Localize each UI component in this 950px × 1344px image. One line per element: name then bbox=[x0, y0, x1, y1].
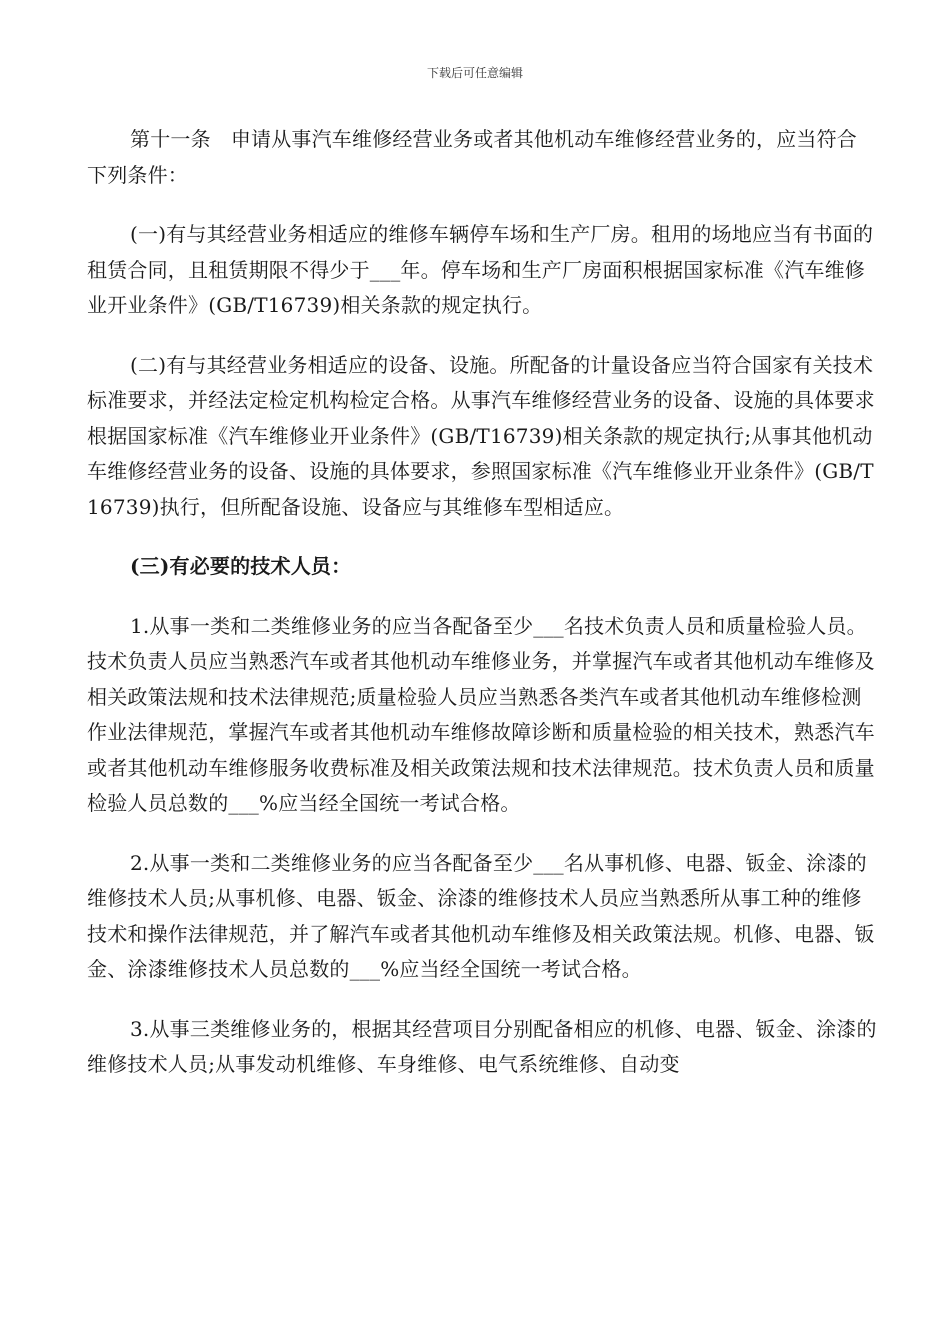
condition-2-paragraph: (二)有与其经营业务相适应的设备、设施。所配备的计量设备应当符合国家有关技术标准要求，并经法定检定机构检定合格。从事汽车维修经营业务的设备、设施的具体要求根据国家标准《汽车维修业开业条件》(GB/T16739)相关条款的规定执行;从事其他机动车维修经营业务的设备、设施的具体要求，参照国家标准《汽车维修业开业条件》(GB/T16739)执行，但所配备设施、设备应与其维修车型相适应。 bbox=[87, 352, 875, 519]
condition-3-item-3: 3.从事三类维修业务的，根据其经营项目分别配备相应的机修、电器、钣金、涂漆的维修技术人员;从事发动机维修、车身维修、电气系统维修、自动变 bbox=[87, 1016, 877, 1076]
condition-3-item-1: 1.从事一类和二类维修业务的应当各配备至少___名技术负责人员和质量检验人员。技术负责人员应当熟悉汽车或者其他机动车维修业务，并掌握汽车或者其他机动车维修及相关政策法规和技术法律规范;质量检验人员应当熟悉各类汽车或者其他机动车维修检测作业法律规范，掌握汽车或者其他机动车维修故障诊断和质量检验的相关技术，熟悉汽车或者其他机动车维修服务收费标准及相关政策法规和技术法律规范。技术负责人员和质量检验人员总数的___%应当经全国统一考试合格。 bbox=[87, 613, 875, 815]
document-body bbox=[87, 122, 877, 1107]
condition-1-paragraph: (一)有与其经营业务相适应的维修车辆停车场和生产厂房。租用的场地应当有书面的租赁合同，且租赁期限不得少于___年。停车场和生产厂房面积根据国家标准《汽车维修业开业条件》(GB/T16739)相关条款的规定执行。 bbox=[87, 222, 874, 317]
condition-3-item-2: 2.从事一类和二类维修业务的应当各配备至少___名从事机修、电器、钣金、涂漆的维修技术人员;从事机修、电器、钣金、涂漆的维修技术人员应当熟悉所从事工种的维修技术和操作法律规范，并了解汽车或者其他机动车维修及相关政策法规。机修、电器、钣金、涂漆维修技术人员总数的___%应当经全国统一考试合格。 bbox=[87, 850, 875, 981]
condition-3-heading: (三)有必要的技术人员： bbox=[130, 554, 352, 578]
article-intro-text: 申请从事汽车维修经营业务或者其他机动车维修经营业务的，应当符合下列条件： bbox=[87, 127, 858, 187]
article-intro-paragraph bbox=[87, 122, 877, 193]
article-number: 第十一条 bbox=[130, 127, 211, 151]
page-header-note: 下载后可任意编辑 bbox=[426, 66, 523, 80]
